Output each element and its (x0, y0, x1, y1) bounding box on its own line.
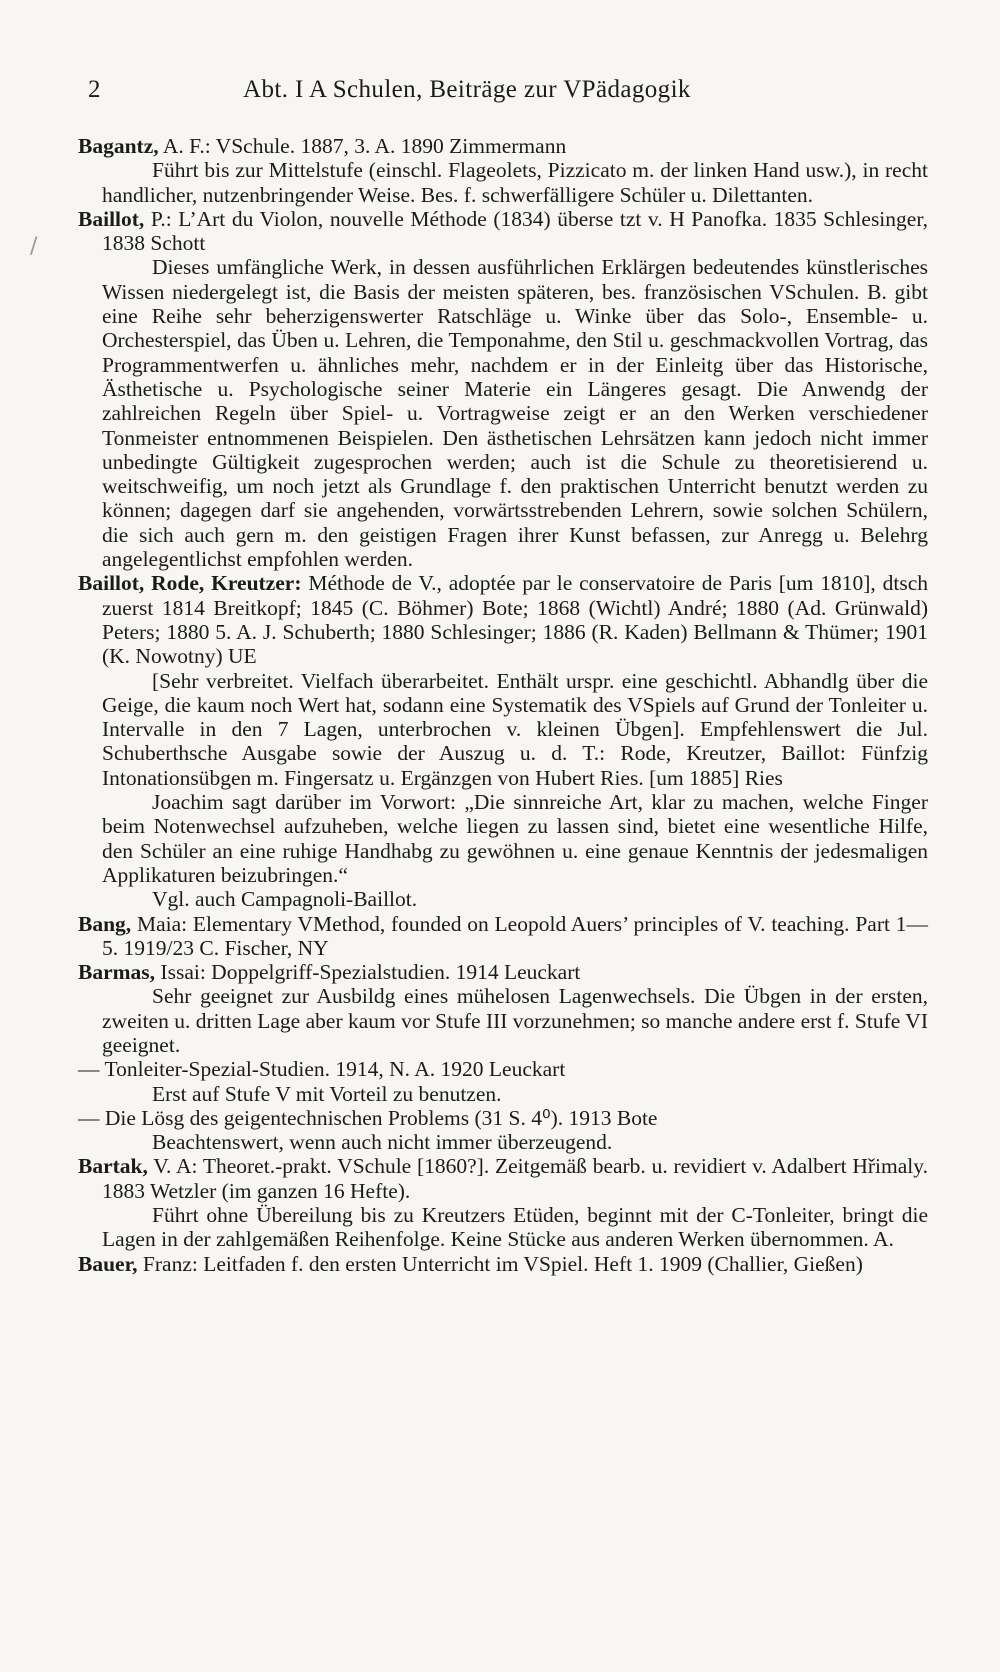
entry-citation: Maia: Elementary VMethod, founded on Leopold Auers’ principles of V. teaching. Part 1—5. 1919/23 C. Fischer, NY (102, 911, 928, 960)
entry-citation: Méthode de V., adoptée par le conservatoire de Paris [um 1810], dtsch zuerst 1814 Breitkopf; 1845 (C. Böhmer) Bote; 1868 (Wichtl) André; 1880 (Ad. Grünwald) Peters; 1880 5. A. J. Schuberth; 1880 Schlesinger; 1886 (R. Kaden) Bellmann & Thümer; 1901 (K. Nowotny) UE (102, 571, 928, 669)
entry-author: Bagantz, (78, 134, 159, 158)
sub-entry: — Die Lösg des geigentechnischen Problems (31 S. 4⁰). 1913 Bote (78, 1105, 658, 1130)
entry-citation: V. A: Theoret.-prakt. VSchule [1860?]. Zeitgemäß bearb. u. revidiert v. Adalbert Hřimaly. 1883 Wetzler (im ganzen 16 Hefte). (102, 1154, 928, 1203)
entry-author: Baillot, Rode, Kreutzer: (78, 571, 302, 596)
entry-annotation: Sehr geeignet zur Ausbildg eines mühelosen Lagenwechsels. Die Übgen in der ersten, zweiten u. dritten Lage aber kaum vor Stufe III vorzunehmen; so manche andere erst f. Stufe VI geeignet. (102, 984, 928, 1057)
entry-annotation: Führt ohne Übereilung bis zu Kreutzers Etüden, beginnt mit der C-Tonleiter, bringt die Lagen in der zahlgemäßen Reihenfolge. Keine Stücke aus anderen Werken übernommen. A. (102, 1203, 928, 1252)
entry-citation: Franz: Leitfaden f. den ersten Unterricht im VSpiel. Heft 1. 1909 (Challier, Gießen) (137, 1251, 863, 1276)
entry-annotation: Dieses umfängliche Werk, in dessen ausführlichen Erklärgen bedeutendes künstlerisches Wissen niedergelegt ist, die Basis der meisten späteren, bes. französischen VSchulen. B. gibt eine Reihe sehr beherzigenswerter Ratschläge u. Winke über das Solo-, Ensemble- u. Orchesterspiel, das Üben u. Lehren, die Temponahme, den Stil u. geschmackvollen Vortrag, das Programmentwerfen u. ähnliches mehr, nachdem er in der Einleitg über das Historische, Ästhetische u. Psychologische seiner Materie ein Längeres gesagt. Die Anwendg der zahlreichen Regeln über Spiel- u. Vortragweise zeigt er an den Werken verschiedener Tonmeister entnommenen Beispielen. Den ästhetischen Lehrsätzen kann jedoch nicht immer unbedingte Gültigkeit zugesprochen werden; auch ist die Schule zu theoretisierend u. weitschweifig, um noch jetzt als Grundlage f. den praktischen Unterricht benutzt werden zu können; dagegen darf sie angehenden, vorwärtsstrebenden Lehrern, sowie solchen Schülern, die sich auch gern m. den geistigen Fragen ihrer Kunst befassen, zur Anregg u. Belehrg angelegentlichst empfohlen werden. (102, 255, 928, 572)
entry-annotation: Führt bis zur Mittelstufe (einschl. Flageolets, Pizzicato m. der linken Hand usw.), in recht handlicher, nutzenbringender Weise. Bes. f. schwerfälligere Schüler u. Dilettanten. (102, 158, 928, 207)
entry-author: Baillot, (78, 206, 145, 231)
entry-barmas (78, 960, 928, 984)
entry-citation: Issai: Doppelgriff-Spezialstudien. 1914 Leuckart (155, 960, 581, 985)
page-number: 2 (88, 76, 101, 103)
entry-citation: A. F.: VSchule. 1887, 3. A. 1890 Zimmermann (158, 134, 567, 158)
entry-citation: P.: L’Art du Violon, nouvelle Méthode (1834) überse tzt v. H Panofka. 1835 Schlesinger, 1838 Schott (102, 206, 928, 256)
entry-bartak (78, 1154, 928, 1203)
entry-annotation: Joachim sagt darüber im Vorwort: „Die sinnreiche Art, klar zu machen, welche Finger beim Notenwechsel aufzuheben, welche liegen zu lassen sind, bietet eine wesentliche Hilfe, den Schüler an eine ruhige Handhabg zu gewöhnen u. eine genaue Kenntnis der jedesmaligen Applikaturen beizubringen.“ (102, 790, 928, 887)
bibliography-body (78, 134, 928, 1276)
sub-entry: — Tonleiter-Spezial-Studien. 1914, N. A. 1920 Leuckart (78, 1057, 566, 1082)
entry-baillot-rode-kreutzer (78, 571, 928, 668)
entry-author: Bauer, (78, 1251, 138, 1276)
entry-annotation: Beachtenswert, wenn auch nicht immer überzeugend. (152, 1130, 613, 1155)
entry-bagantz (78, 134, 928, 158)
entry-annotation: Erst auf Stufe V mit Vorteil zu benutzen. (152, 1081, 502, 1106)
entry-bang (78, 912, 928, 961)
page-header (88, 70, 920, 110)
entry-author: Bartak, (78, 1154, 148, 1179)
entry-author: Bang, (78, 911, 132, 936)
margin-pencil-mark: / (30, 234, 38, 259)
running-title: Abt. I A Schulen, Beiträge zur VPädagogik (243, 76, 691, 103)
entry-annotation: Vgl. auch Campagnoli-Baillot. (152, 887, 418, 912)
entry-baillot (78, 207, 928, 256)
entry-author: Barmas, (78, 960, 156, 985)
entry-annotation: [Sehr verbreitet. Vielfach überarbeitet. Enthält urspr. eine geschichtl. Abhandlg über die Geige, die kaum noch Wert hat, sodann eine Systematik des VSpiels auf Grund der Tonleiter u. Intervalle in den 7 Lagen, unterbrochen v. kleinen Übgen]. Empfehlenswert die Jul. Schuberthsche Ausgabe sowie der Auszug u. d. T.: Rode, Kreutzer, Baillot: Fünfzig Intonationsübgen m. Fingersatz u. Ergänzgen von Hubert Ries. [um 1885] Ries (102, 668, 928, 790)
entry-bauer (78, 1252, 928, 1276)
